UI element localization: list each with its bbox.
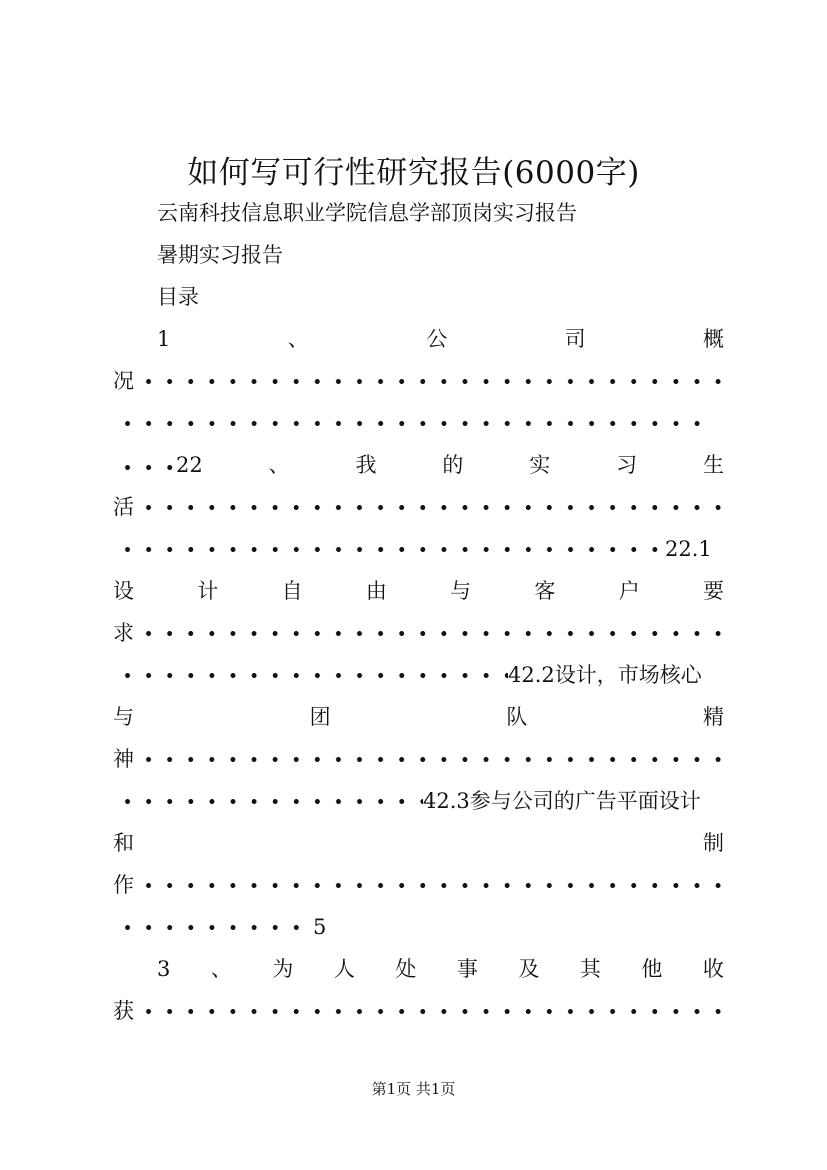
dot-leader xyxy=(113,660,508,690)
dot-leader xyxy=(113,452,176,482)
toc-char: 作 xyxy=(113,873,134,897)
toc-page-number: 22 xyxy=(176,453,203,477)
toc-char: 与 xyxy=(450,579,472,603)
toc-entry-4-leader xyxy=(113,744,724,774)
toc-char: 自 xyxy=(281,579,303,603)
toc-entry-3-tail xyxy=(113,660,702,690)
toc-heading: 目录 xyxy=(157,285,199,309)
toc-char: 实 xyxy=(529,453,551,477)
toc-page-number: 22.1 xyxy=(665,537,712,561)
toc-char: 户 xyxy=(618,579,640,603)
toc-char: 生 xyxy=(702,453,724,477)
toc-entry-5-justified xyxy=(113,828,724,858)
toc-entry-3-leader xyxy=(113,618,724,648)
toc-char: 设 xyxy=(113,579,134,603)
dot-leader xyxy=(113,912,313,942)
toc-char: 事 xyxy=(456,957,478,981)
toc-page-number: 42.3参与公司的广告平面设计 xyxy=(423,789,701,813)
toc-char: 队 xyxy=(506,705,528,729)
toc-char: 处 xyxy=(395,957,417,981)
toc-char: 精 xyxy=(702,705,724,729)
toc-entry-6-justified xyxy=(157,954,724,984)
dot-leader xyxy=(134,366,724,396)
toc-page-number: 5 xyxy=(313,915,327,939)
toc-char: 神 xyxy=(113,747,134,771)
toc-entry-5-tail xyxy=(113,912,326,942)
dot-leader xyxy=(134,618,724,648)
toc-entry-4-tail xyxy=(113,786,701,816)
page-footer: 第1页 共1页 xyxy=(371,1080,456,1098)
toc-char: 的 xyxy=(442,453,464,477)
toc-char: 要 xyxy=(702,579,724,603)
toc-char: 收 xyxy=(702,957,724,981)
toc-char: 及 xyxy=(518,957,540,981)
dot-leader xyxy=(134,996,724,1026)
toc-char: 1 xyxy=(157,327,171,351)
toc-entry-4-justified xyxy=(113,702,724,732)
toc-char: 获 xyxy=(113,999,134,1023)
toc-char: 况 xyxy=(113,369,134,393)
subtitle-school-report: 云南科技信息职业学院信息学部顶岗实习报告 xyxy=(157,201,577,225)
toc-char: 、 xyxy=(210,957,232,981)
dot-leader xyxy=(113,408,703,438)
toc-char: 习 xyxy=(616,453,638,477)
toc-entry-5-leader xyxy=(113,870,724,900)
toc-char: 我 xyxy=(355,453,377,477)
toc-char: 客 xyxy=(534,579,556,603)
dot-leader xyxy=(134,870,724,900)
toc-entry-3-justified xyxy=(113,576,724,606)
toc-char: 司 xyxy=(564,327,586,351)
toc-char: 3 xyxy=(157,957,171,981)
toc-char: 活 xyxy=(113,495,134,519)
toc-entry-2-tail xyxy=(113,534,712,564)
toc-entry-1-justified xyxy=(157,324,724,354)
toc-char: 和 xyxy=(113,831,134,855)
document-title: 如何写可行性研究报告(6000字) xyxy=(187,155,640,191)
dot-leader xyxy=(134,744,724,774)
toc-entry-1-leader xyxy=(113,366,724,396)
toc-char: 人 xyxy=(333,957,355,981)
toc-entry-2-leader xyxy=(113,492,724,522)
dot-leader xyxy=(113,786,423,816)
toc-char: 其 xyxy=(579,957,601,981)
dot-leader xyxy=(113,534,665,564)
toc-char: 为 xyxy=(272,957,294,981)
toc-char: 团 xyxy=(309,705,331,729)
subtitle-summer-report: 暑期实习报告 xyxy=(157,243,283,267)
toc-char xyxy=(113,450,203,482)
dot-leader xyxy=(134,492,724,522)
toc-char: 公 xyxy=(426,327,448,351)
toc-char: 由 xyxy=(365,579,387,603)
toc-entry-2-justified xyxy=(113,450,724,482)
toc-char: 、 xyxy=(287,327,309,351)
toc-char: 与 xyxy=(113,705,134,729)
toc-char: 概 xyxy=(703,327,724,351)
toc-char: 他 xyxy=(641,957,663,981)
toc-char: 制 xyxy=(703,831,724,855)
toc-page-number: 42.2设计，市场核心 xyxy=(508,663,702,687)
toc-char: 、 xyxy=(268,453,290,477)
toc-char: 计 xyxy=(197,579,219,603)
toc-char: 求 xyxy=(113,621,134,645)
toc-entry-6-leader xyxy=(113,996,724,1026)
